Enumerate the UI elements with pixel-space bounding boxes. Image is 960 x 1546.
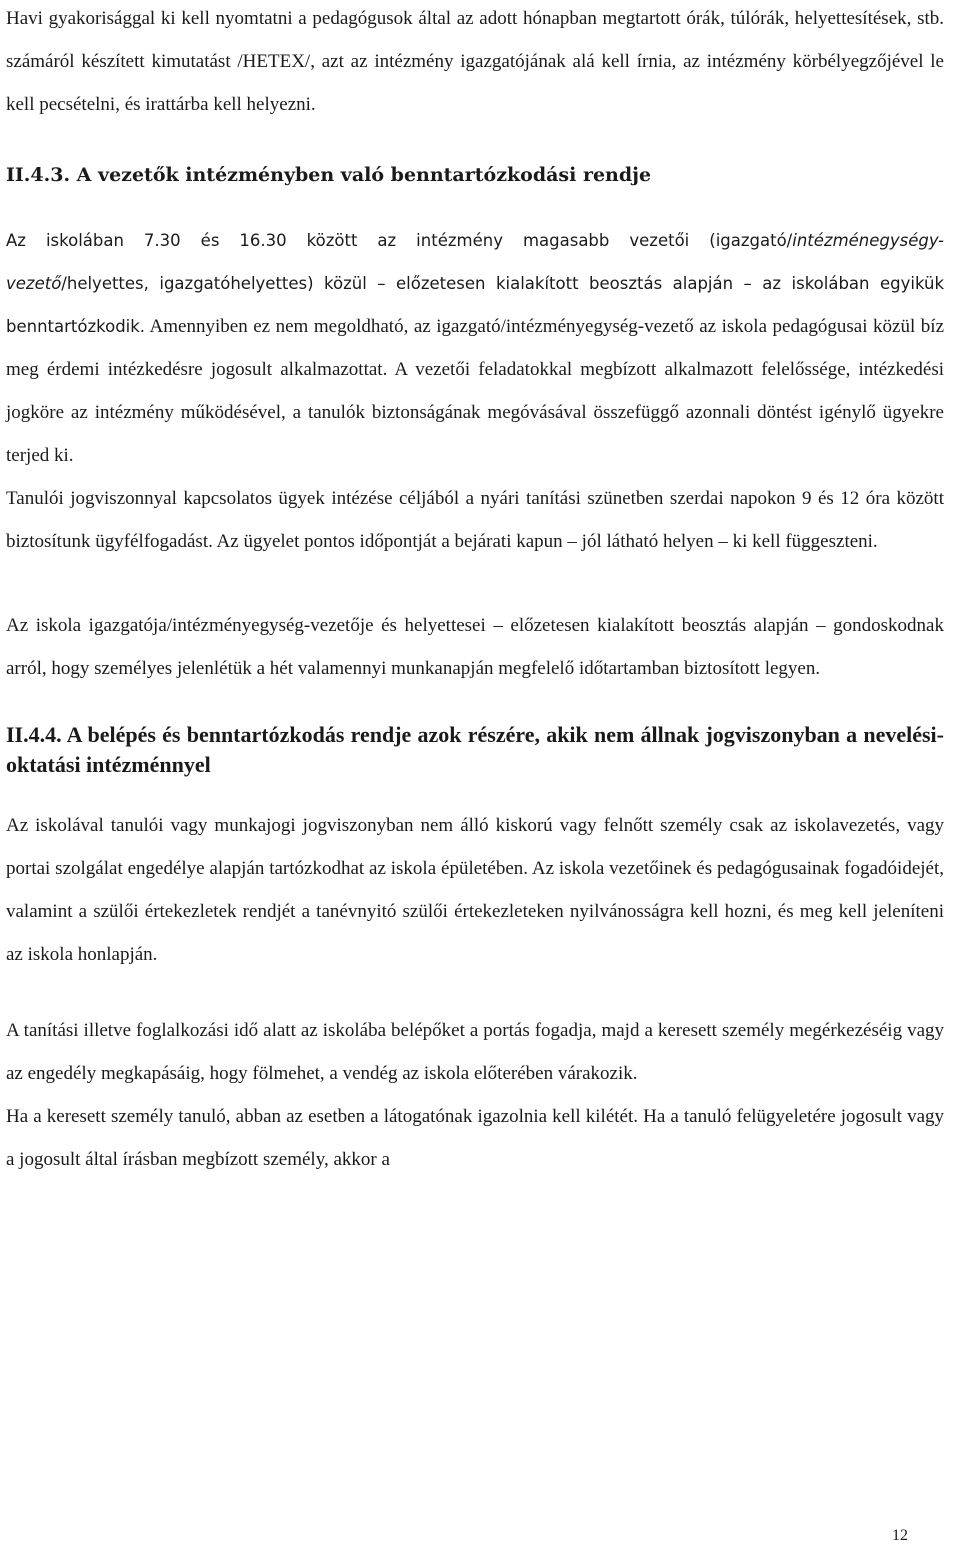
visitor-identification-paragraph: Ha a keresett személy tanuló, abban az esetben a látogatónak igazolnia kell kilétét. Ha a tanuló felügyeletére jogosult vagy a jogosult által írásban megbízott személy, akkor a — [6, 1106, 944, 1170]
visitor-access-paragraph: Az iskolával tanulói vagy munkajogi jogviszonyban nem álló kiskorú vagy felnőtt személy csak az iskolavezetés, vagy portai szolgálat engedélye alapján tartózkodhat az iskola épületében. Az iskola vezetőinek és pedagógusainak fogadóidejét, valamint a szülői értekezletek rendjét a tanévnyitó szülői értekezleteken nyilvánosságra kell hozni, és meg kell jeleníteni az iskola honlapján. — [6, 815, 944, 965]
summer-office-hours-paragraph: Tanulói jogviszonnyal kapcsolatos ügyek intézése céljából a nyári tanítási szünetben szerdai napokon 9 és 12 óra között biztosítunk ügyfélfogadást. Az ügyelet pontos időpontját a bejárati kapun – jól látható helyen – ki kell függeszteni. — [6, 488, 944, 552]
intro-paragraph: Havi gyakorisággal ki kell nyomtatni a pedagógusok által az adott hónapban megtartott órák, túlórák, helyettesítések, stb. számáról készített kimutatást /HETEX/, azt az intézmény igazgatójának alá kell írnia, az intézmény körbélyegzőjével le kell pecsételni, és irattárba kell helyezni. — [6, 8, 944, 115]
leaders-presence-italic: intézménegységy-vezető — [6, 231, 944, 293]
leaders-presence-paragraph — [6, 219, 944, 477]
document-page — [6, 0, 944, 1181]
page-number: 12 — [892, 1527, 908, 1544]
principal-presence-paragraph: Az iskola igazgatója/intézményegység-vezetője és helyettesei – előzetesen kialakított beosztás alapján – gondoskodnak arról, hogy személyes jelenlétük a hét valamennyi munkanapján megfelelő időtartamban biztosított legyen. — [6, 615, 944, 679]
leaders-presence-text-b: /helyettes, igazgatóhelyettes) közül – előzetesen kialakított beosztás alapján – az iskolában egyikük benntartózkodik. — [6, 274, 944, 336]
leaders-presence-text-c: Amennyiben ez nem megoldható, az igazgató/intézményegység-vezető az iskola pedagógusai közül bíz meg érdemi intézkedésre jogosult alkalmazottat. A vezetői feladatokkal megbízott alkalmazott felelőssége, intézkedési jogköre az intézmény működésével, a tanulók biztonságának megóvásával összefüggő azonnali döntést igénylő ügyekre terjed ki. — [6, 316, 944, 466]
leaders-presence-text-a: Az iskolában 7.30 és 16.30 között az intézmény magasabb vezetői (igazgató/ — [6, 231, 793, 250]
reception-paragraph: A tanítási illetve foglalkozási idő alatt az iskolába belépőket a portás fogadja, majd a keresett személy megérkezéséig vagy az engedély megkapásáig, hogy fölmehet, a vendég az iskola előterében várakozik. — [6, 1020, 944, 1084]
section-heading-ii-4-3: II.4.3. A vezetők intézményben való benntartózkodási rendje — [6, 164, 652, 186]
section-heading-ii-4-4: II.4.4. A belépés és benntartózkodás rendje azok részére, akik nem állnak jogviszonyban a nevelési-oktatási intézménnyel — [6, 722, 944, 777]
